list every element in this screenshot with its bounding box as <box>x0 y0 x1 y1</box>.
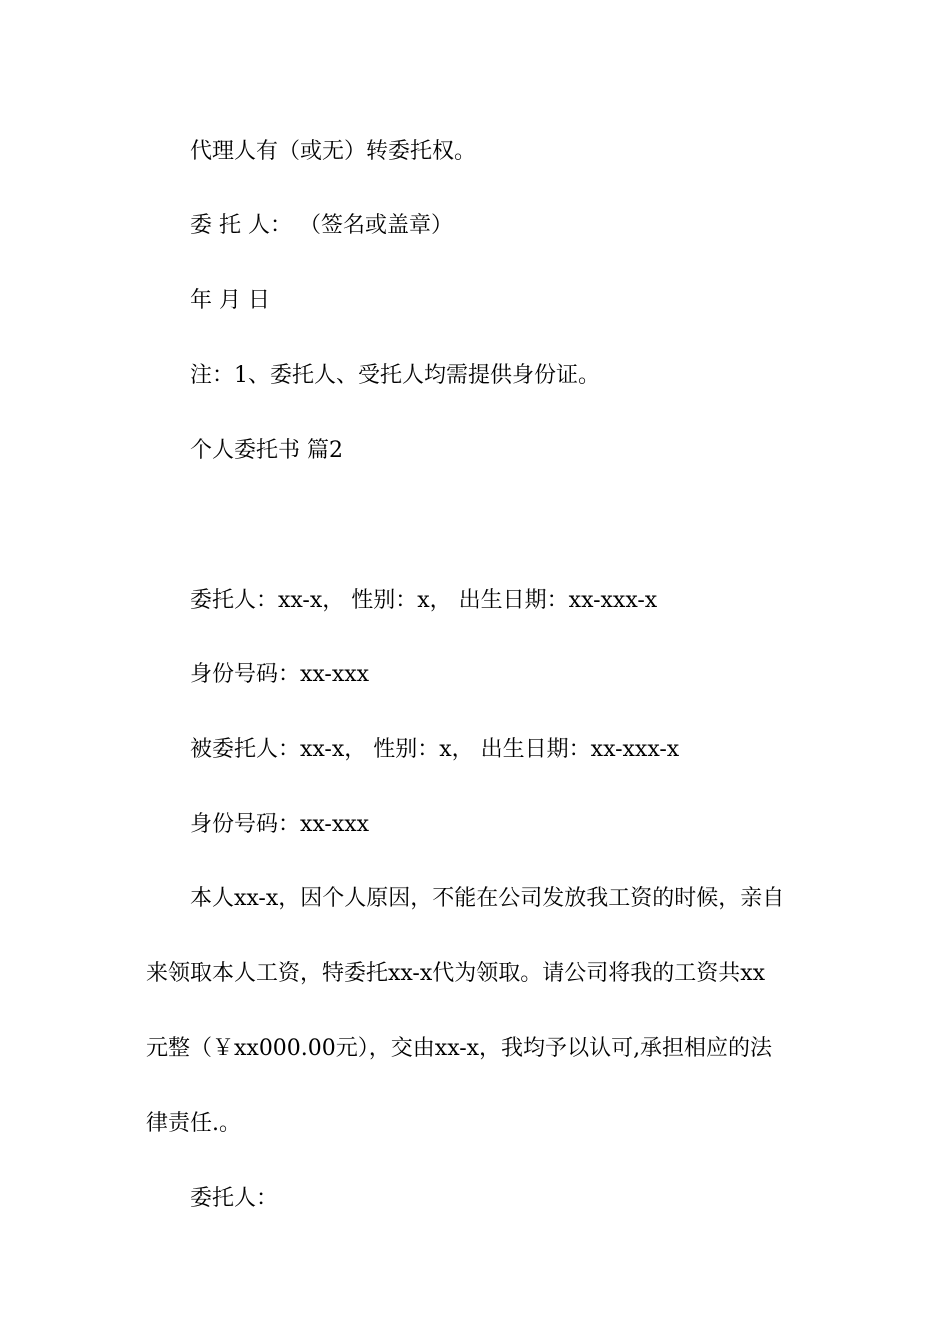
body-line-4: 律责任.。 <box>146 1111 241 1136</box>
agent-id: 身份号码：xx-xxx <box>190 812 370 837</box>
body-line-2: 来领取本人工资，特委托xx-x代为领取。请公司将我的工资共xx <box>146 961 766 986</box>
agent-info: 被委托人：xx-x， 性别：x， 出生日期：xx-xxx-x <box>190 737 680 762</box>
principal-signature: 委托人： <box>190 1186 279 1211</box>
body-line-1: 本人xx-x，因个人原因，不能在公司发放我工资的时候，亲自 <box>190 886 785 911</box>
note-line: 注：1、委托人、受托人均需提供身份证。 <box>190 363 600 388</box>
section-heading: 个人委托书 篇2 <box>190 438 343 463</box>
body-line-3: 元整（￥xx000.00元），交由xx-x，我均予以认可,承担相应的法 <box>146 1036 773 1061</box>
date-line: 年 月 日 <box>190 288 270 313</box>
principal-info: 委托人：xx-x， 性别：x， 出生日期：xx-xxx-x <box>190 588 658 613</box>
signature-line: 委 托 人： （签名或盖章） <box>190 213 453 238</box>
principal-id: 身份号码：xx-xxx <box>190 662 370 687</box>
paragraph-sub-delegation: 代理人有（或无）转委托权。 <box>190 139 477 164</box>
